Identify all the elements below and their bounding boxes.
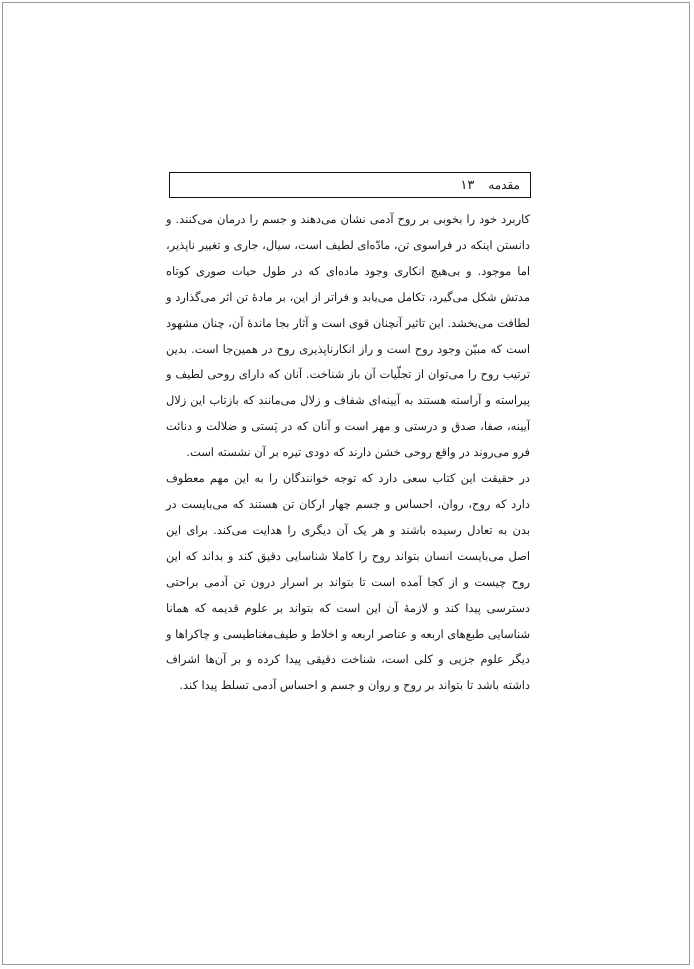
running-header	[169, 172, 531, 198]
body-text	[166, 207, 530, 699]
paragraph-2: در حقیقت این کتاب سعی دارد که توجه خوانندگان را به این مهم معطوف دارد که روح، روان، احساس و جسم چهار ارکان تن هستند که می‌بایست در بدن به تعادل رسیده باشند و هر یک آن دیگری را هدایت می‌کند. برای این اصل می‌بایست انسان بتواند روح را کاملا شناسایی دقیق کند و بداند که این روح چیست و از کجا آمده است تا بتواند بر اسرار درون تن آدمی براحتی دسترسی پیدا کند و لازمهٔ آن این است که بتواند بر علوم قدیمه که همانا شناسایی طبع‌های اربعه و عناصر اربعه و اخلاط و طیف‌مغناطیسی و چاکراها و دیگر علوم جزیی و کلی است، شناخت دقیقی پیدا کرده و بر آن‌ها اشراف داشته باشد تا بتواند بر روح و روان و جسم و احساس آدمی تسلط پیدا کند.	[166, 471, 530, 693]
page-number: ۱۳	[460, 177, 475, 193]
paragraph-1: کاربرد خود را بخوبی بر روح آدمی نشان می‌دهند و جسم را درمان می‌کنند. و دانستن اینکه در فراسوی تن، مادّه‌ای لطیف است، سیال، جاری و تغییر ناپذیر، اما موجود. و بی‌هیچ انکاری وجود ماده‌ای که در طول حیات صوری کوتاه مدتش شکل می‌گیرد، تکامل می‌یابد و فراتر از این، بر مادهٔ تن اثر می‌گذارد و لطافت می‌بخشد. این تاثیر آنچنان قوی است و آثار بجا ماندهٔ آن، چنان مشهود است که مبیّن وجود روح است و راز انکارناپذیری روح در همین‌جا است. بدین ترتیب روح را می‌توان از تجلّیات آن باز شناخت. آنان که دارای روحی لطیف و پیراسته و آراسته هستند به آیینه‌ای شفاف و زلال می‌مانند که بازتاب این زلال آیینه، صفا، صدق و درستی و مهر است و آنان که در پَستی و ضلالت و دنائت فرو می‌روند در واقع روحی خشن دارند که دودی تیره بر آن نشسته است.	[166, 212, 530, 460]
chapter-title: مقدمه	[488, 178, 520, 192]
book-page	[2, 2, 690, 965]
